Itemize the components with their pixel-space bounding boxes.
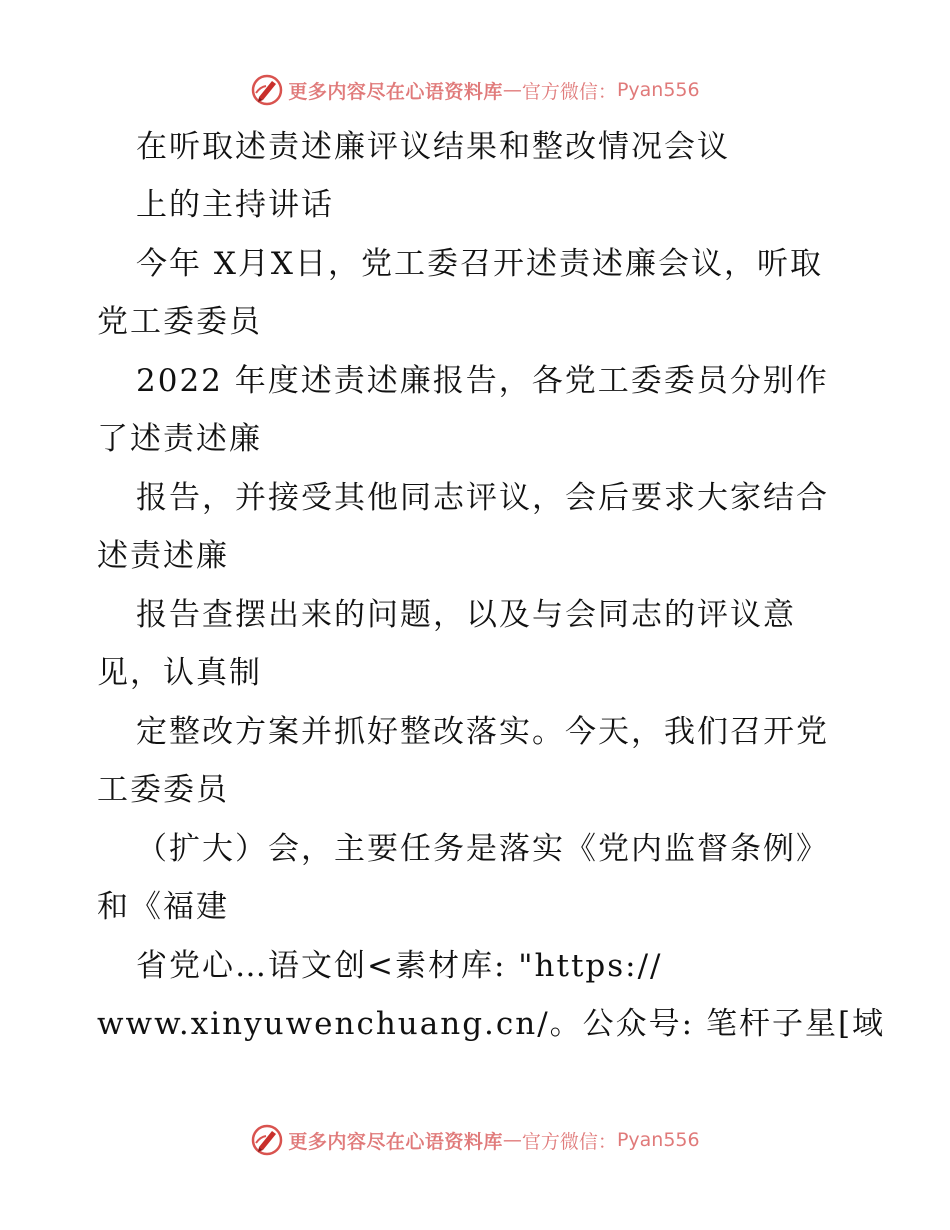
paragraph-line: 工委委员 (97, 772, 229, 808)
title-line-2: 上的主持讲话 (136, 187, 334, 223)
paragraph-line: 报告，并接受其他同志评议，会后要求大家结合 (136, 480, 829, 516)
header-banner (0, 68, 950, 112)
paragraph-line: 今年 X月X日，党工委召开述责述廉会议，听取 (136, 246, 823, 282)
paragraph-line: （扩大）会，主要任务是落实《党内监督条例》 (136, 831, 829, 867)
paragraph-line: 定整改方案并抓好整改落实。今天，我们召开党 (136, 714, 829, 750)
paragraph-line: www.xinyuwenchuang.cn/。公众号: 笔杆子星[域 (97, 1006, 886, 1042)
pen-logo-icon (250, 73, 284, 107)
title-line-1: 在听取述责述廉评议结果和整改情况会议 (136, 129, 730, 165)
paragraph-line: 党工委委员 (97, 304, 262, 340)
paragraph-line: 省党心…语文创<素材库: "https:// (136, 948, 663, 984)
paragraph-line: 和《福建 (97, 889, 229, 925)
banner-wechat-id: Pyan556 (616, 1129, 700, 1151)
paragraph-line: 见，认真制 (97, 655, 262, 691)
banner-separator: — (502, 79, 522, 101)
pen-logo-icon (250, 1123, 284, 1157)
banner-separator: — (502, 1129, 522, 1151)
paragraph-line: 了述责述廉 (97, 421, 262, 457)
paragraph-line: 2022 年度述责述廉报告，各党工委委员分别作 (136, 363, 829, 399)
paragraph-line: 报告查摆出来的问题，以及与会同志的评议意 (136, 597, 796, 633)
banner-text: 更多内容尽在心语资料库 (288, 80, 503, 103)
banner-wechat-label: 官方微信： (521, 1130, 617, 1153)
paragraph-line: 述责述廉 (97, 538, 229, 574)
banner-wechat-id: Pyan556 (616, 79, 700, 101)
banner-text: 更多内容尽在心语资料库 (288, 1130, 503, 1153)
footer-banner (0, 1118, 950, 1162)
banner-wechat-label: 官方微信： (521, 80, 617, 103)
